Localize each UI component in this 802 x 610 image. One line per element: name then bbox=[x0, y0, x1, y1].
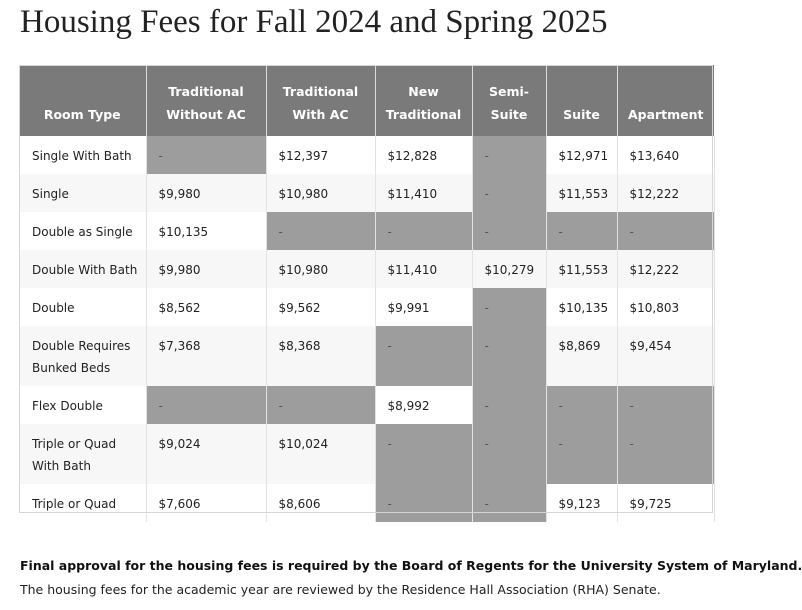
fee-cell: $10,803 bbox=[617, 288, 714, 326]
header-traditional-without-ac: Traditional Without AC bbox=[146, 65, 266, 136]
fee-cell: - bbox=[472, 386, 546, 424]
fee-cell: $12,828 bbox=[375, 136, 472, 174]
room-type-cell: Single With Bath bbox=[19, 136, 146, 174]
fee-cell: - bbox=[146, 386, 266, 424]
fee-cell: $12,222 bbox=[617, 250, 714, 288]
housing-fees-table bbox=[19, 65, 715, 522]
room-type-cell: Triple or Quad bbox=[19, 484, 146, 522]
header-room-type: Room Type bbox=[19, 65, 146, 136]
fee-cell: $11,410 bbox=[375, 174, 472, 212]
fee-cell: $9,980 bbox=[146, 250, 266, 288]
table-row bbox=[19, 424, 714, 484]
fee-cell: $9,024 bbox=[146, 424, 266, 484]
fee-cell: - bbox=[546, 386, 617, 424]
fee-cell: $9,980 bbox=[146, 174, 266, 212]
room-type-cell: Double bbox=[19, 288, 146, 326]
header-new-traditional: New Traditional bbox=[375, 65, 472, 136]
room-type-cell: Single bbox=[19, 174, 146, 212]
fee-cell: $8,869 bbox=[546, 326, 617, 386]
header-suite: Suite bbox=[546, 65, 617, 136]
fee-cell: $10,980 bbox=[266, 250, 375, 288]
room-type-cell: Double as Single bbox=[19, 212, 146, 250]
fee-cell: $9,725 bbox=[617, 484, 714, 522]
fee-cell: - bbox=[617, 424, 714, 484]
table-row bbox=[19, 250, 714, 288]
table-row bbox=[19, 212, 714, 250]
page-title: Housing Fees for Fall 2024 and Spring 2025 bbox=[20, 4, 608, 40]
fee-cell: - bbox=[375, 484, 472, 522]
fee-cell: - bbox=[266, 386, 375, 424]
fee-cell: - bbox=[266, 212, 375, 250]
fee-cell: - bbox=[375, 326, 472, 386]
fee-cell: - bbox=[472, 174, 546, 212]
fee-cell: - bbox=[375, 212, 472, 250]
fee-cell: - bbox=[472, 326, 546, 386]
fee-cell: $9,991 bbox=[375, 288, 472, 326]
fee-cell: $8,368 bbox=[266, 326, 375, 386]
fee-cell: - bbox=[375, 424, 472, 484]
fee-cell: - bbox=[472, 212, 546, 250]
fee-cell: $8,992 bbox=[375, 386, 472, 424]
fee-cell: $10,135 bbox=[146, 212, 266, 250]
room-type-cell: Flex Double bbox=[19, 386, 146, 424]
fee-cell: $11,553 bbox=[546, 174, 617, 212]
fee-cell: - bbox=[617, 386, 714, 424]
fee-cell: $12,397 bbox=[266, 136, 375, 174]
fee-cell: $9,454 bbox=[617, 326, 714, 386]
header-row bbox=[19, 65, 714, 136]
fee-cell: $12,222 bbox=[617, 174, 714, 212]
table-row bbox=[19, 288, 714, 326]
fee-cell: - bbox=[617, 212, 714, 250]
fee-cell: $13,640 bbox=[617, 136, 714, 174]
fee-cell: $11,410 bbox=[375, 250, 472, 288]
table-row bbox=[19, 326, 714, 386]
fee-cell: $8,606 bbox=[266, 484, 375, 522]
fee-cell: $9,123 bbox=[546, 484, 617, 522]
approval-note: Final approval for the housing fees is required by the Board of Regents for the University System of Maryland. bbox=[20, 558, 802, 573]
fee-cell: $7,368 bbox=[146, 326, 266, 386]
table-row bbox=[19, 484, 714, 522]
table-row bbox=[19, 136, 714, 174]
fee-cell: - bbox=[546, 424, 617, 484]
fee-cell: $9,562 bbox=[266, 288, 375, 326]
header-traditional-with-ac: Traditional With AC bbox=[266, 65, 375, 136]
fee-cell: $8,562 bbox=[146, 288, 266, 326]
fee-cell: $10,279 bbox=[472, 250, 546, 288]
fee-cell: $12,971 bbox=[546, 136, 617, 174]
table-row bbox=[19, 386, 714, 424]
room-type-cell: Double Requires Bunked Beds bbox=[19, 326, 146, 386]
review-note: The housing fees for the academic year are reviewed by the Residence Hall Association (RHA) Senate. bbox=[20, 582, 661, 597]
header-semi-suite: Semi- Suite bbox=[472, 65, 546, 136]
header-apartment: Apartment bbox=[617, 65, 714, 136]
fee-cell: - bbox=[472, 288, 546, 326]
fee-cell: $10,024 bbox=[266, 424, 375, 484]
room-type-cell: Double With Bath bbox=[19, 250, 146, 288]
fee-cell: - bbox=[472, 484, 546, 522]
fee-cell: - bbox=[546, 212, 617, 250]
fee-cell: $11,553 bbox=[546, 250, 617, 288]
room-type-cell: Triple or Quad With Bath bbox=[19, 424, 146, 484]
fee-cell: - bbox=[472, 136, 546, 174]
fee-cell: $10,980 bbox=[266, 174, 375, 212]
fee-cell: - bbox=[146, 136, 266, 174]
fee-cell: $7,606 bbox=[146, 484, 266, 522]
table-row bbox=[19, 174, 714, 212]
fee-cell: - bbox=[472, 424, 546, 484]
fee-cell: $10,135 bbox=[546, 288, 617, 326]
